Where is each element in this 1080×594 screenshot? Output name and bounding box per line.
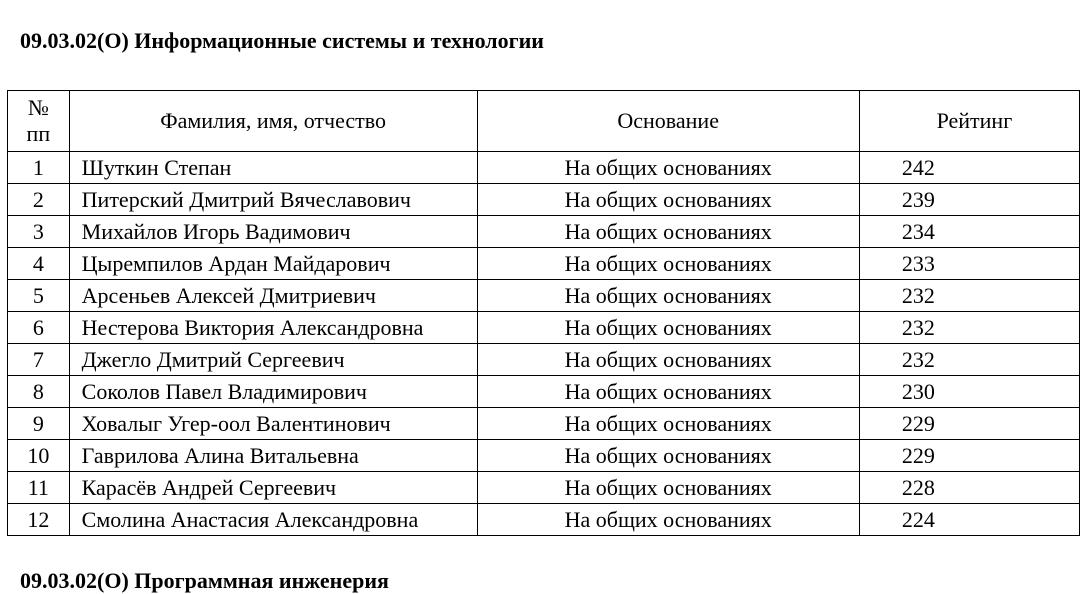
next-section-title: 09.03.02(О) Программная инженерия xyxy=(20,568,389,593)
cell-number: 10 xyxy=(8,440,70,472)
cell-name: Джегло Дмитрий Сергеевич xyxy=(69,344,477,376)
cell-basis: На общих основаниях xyxy=(477,376,859,408)
header-basis: Основание xyxy=(477,91,859,152)
cell-basis: На общих основаниях xyxy=(477,312,859,344)
cell-number: 5 xyxy=(8,280,70,312)
table-row xyxy=(8,472,1080,504)
cell-number: 8 xyxy=(8,376,70,408)
header-number xyxy=(8,91,70,152)
header-name: Фамилия, имя, отчество xyxy=(69,91,477,152)
cell-basis: На общих основаниях xyxy=(477,344,859,376)
table-row xyxy=(8,440,1080,472)
cell-name: Гаврилова Алина Витальевна xyxy=(69,440,477,472)
cell-number: 12 xyxy=(8,504,70,536)
cell-number: 1 xyxy=(8,152,70,184)
cell-name: Питерский Дмитрий Вячеславович xyxy=(69,184,477,216)
header-rating: Рейтинг xyxy=(859,91,1079,152)
cell-number: 6 xyxy=(8,312,70,344)
header-number-line2: пп xyxy=(26,121,51,146)
cell-rating: 228 xyxy=(859,472,1079,504)
cell-number: 11 xyxy=(8,472,70,504)
table-row xyxy=(8,344,1080,376)
table-row xyxy=(8,504,1080,536)
header-number-line1: № xyxy=(27,95,49,120)
table-body xyxy=(8,152,1080,536)
cell-rating: 233 xyxy=(859,248,1079,280)
cell-name: Михайлов Игорь Вадимович xyxy=(69,216,477,248)
cell-name: Шуткин Степан xyxy=(69,152,477,184)
cell-basis: На общих основаниях xyxy=(477,440,859,472)
cell-basis: На общих основаниях xyxy=(477,184,859,216)
table-row xyxy=(8,152,1080,184)
cell-basis: На общих основаниях xyxy=(477,216,859,248)
cell-basis: На общих основаниях xyxy=(477,152,859,184)
cell-rating: 232 xyxy=(859,280,1079,312)
cell-rating: 224 xyxy=(859,504,1079,536)
table-row xyxy=(8,216,1080,248)
cell-name: Соколов Павел Владимирович xyxy=(69,376,477,408)
table-row xyxy=(8,376,1080,408)
table-row xyxy=(8,248,1080,280)
section-title: 09.03.02(О) Информационные системы и технологии xyxy=(20,28,544,53)
cell-rating: 242 xyxy=(859,152,1079,184)
cell-rating: 239 xyxy=(859,184,1079,216)
cell-rating: 230 xyxy=(859,376,1079,408)
cell-name: Карасёв Андрей Сергеевич xyxy=(69,472,477,504)
cell-name: Цыремпилов Ардан Майдарович xyxy=(69,248,477,280)
cell-name: Нестерова Виктория Александровна xyxy=(69,312,477,344)
table-row xyxy=(8,408,1080,440)
table-header-row xyxy=(8,91,1080,152)
cell-rating: 229 xyxy=(859,440,1079,472)
applicants-table xyxy=(7,90,1080,536)
cell-number: 3 xyxy=(8,216,70,248)
cell-rating: 232 xyxy=(859,312,1079,344)
cell-basis: На общих основаниях xyxy=(477,472,859,504)
table-row xyxy=(8,280,1080,312)
cell-name: Арсеньев Алексей Дмитриевич xyxy=(69,280,477,312)
cell-rating: 234 xyxy=(859,216,1079,248)
cell-rating: 229 xyxy=(859,408,1079,440)
cell-basis: На общих основаниях xyxy=(477,504,859,536)
cell-name: Смолина Анастасия Александровна xyxy=(69,504,477,536)
cell-number: 9 xyxy=(8,408,70,440)
cell-number: 4 xyxy=(8,248,70,280)
cell-basis: На общих основаниях xyxy=(477,248,859,280)
cell-rating: 232 xyxy=(859,344,1079,376)
cell-number: 2 xyxy=(8,184,70,216)
cell-number: 7 xyxy=(8,344,70,376)
cell-basis: На общих основаниях xyxy=(477,280,859,312)
table-row xyxy=(8,312,1080,344)
cell-basis: На общих основаниях xyxy=(477,408,859,440)
cell-name: Ховалыг Угер-оол Валентинович xyxy=(69,408,477,440)
table-row xyxy=(8,184,1080,216)
